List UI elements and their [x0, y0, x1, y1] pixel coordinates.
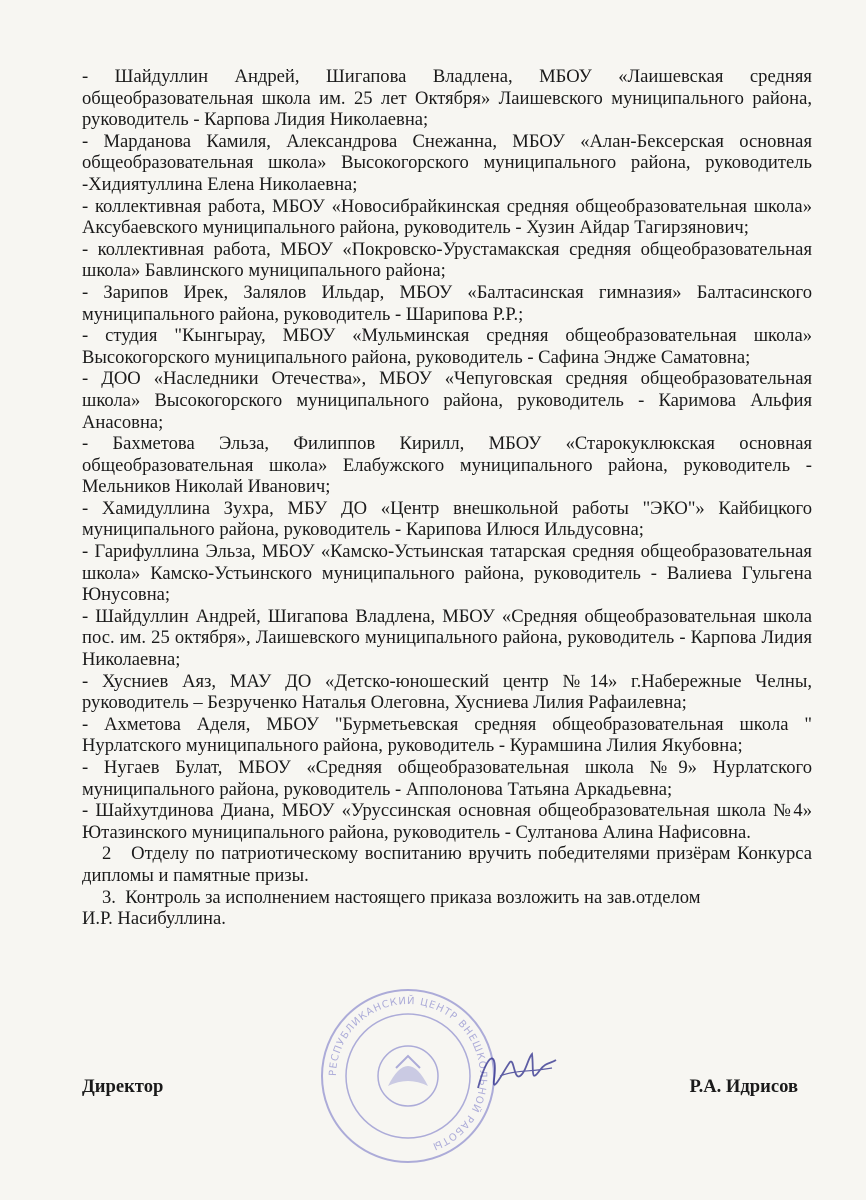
list-item: - Шайдуллин Андрей, Шигапова Владлена, МБОУ «Лаишевская средняя общеобразовательная школа им. 25 лет Октября» Лаишевского муниципального района, руководитель - Карпова Лидия Николаевна; — [82, 66, 812, 131]
list-item: - ДОО «Наследники Отечества», МБОУ «Чепуговская средняя общеобразовательная школа» Высокогорского муниципального района, руководитель - Каримова Альфия Анасовна; — [82, 368, 812, 433]
document-body — [82, 66, 812, 930]
list-item: - Ахметова Аделя, МБОУ "Бурметьевская средняя общеобразовательная школа " Нурлатского муниципального района, руководитель - Курамшина Лилия Якубовна; — [82, 713, 812, 757]
list-item: - студия "Кынгырау, МБОУ «Мульминская средняя общеобразовательная школа» Высокогорского муниципального района, руководитель - Сафина Эндже Саматовна; — [82, 325, 812, 368]
order-item-3-continued: И.Р. Насибуллина. — [82, 908, 226, 930]
list-item: - коллективная работа, МБОУ «Покровско-Урустамакская средняя общеобразовательная школа» Бавлинского муниципального района; — [82, 238, 812, 282]
list-item: - Хусниев Аяз, МАУ ДО «Детско-юношеский центр №14» г.Набережные Челны, руководитель – Безрученко Наталья Олеговна, Хусниева Лилия Рафаилевна; — [82, 670, 812, 714]
order-item-number: 3. — [102, 886, 116, 908]
list-item: - коллективная работа, МБОУ «Новосибрайкинская средняя общеобразовательная школа» Аксубаевского муниципального района, руководитель - Хузин Айдар Тагирзянович; — [82, 195, 812, 239]
list-item: - Марданова Камиля, Александрова Снежанна, МБОУ «Алан-Бексерская основная общеобразовательная школа» Высокогорского муниципального района, руководитель -Хидиятуллина Елена Николаевна; — [82, 130, 812, 195]
list-item: - Бахметова Эльза, Филиппов Кирилл, МБОУ «Старокуклюкская основная общеобразовательная школа» Елабужского муниципального района, руководитель - Мельников Николай Иванович; — [82, 433, 812, 498]
list-item: - Хамидуллина Зухра, МБУ ДО «Центр внешкольной работы "ЭКО"» Кайбицкого муниципального района, руководитель - Карипова Илюся Ильдусовна; — [82, 497, 812, 541]
signatory-title: Директор — [82, 1076, 164, 1097]
list-item: - Нугаев Булат, МБОУ «Средняя общеобразовательная школа №9» Нурлатского муниципального района, руководитель - Апполонова Татьяна Аркадьевна; — [82, 757, 812, 800]
order-item-2 — [82, 843, 812, 886]
order-item-number: 2 — [102, 843, 112, 865]
list-item: - Гарифуллина Эльза, МБОУ «Камско-Устьинская татарская средняя общеобразовательная школа» Камско-Устьинского муниципального района, руководитель - Валиева Гульгена Юнусовна; — [82, 541, 812, 606]
stamp-text: РЕСПУБЛИКАНСКИЙ ЦЕНТР ВНЕШКОЛЬНОЙ РАБОТЫ — [327, 995, 489, 1152]
order-item-text: Контроль за исполнением настоящего приказа возложить на зав.отделом — [125, 886, 701, 908]
signatory-name: Р.А. Идрисов — [689, 1076, 798, 1097]
order-item-3 — [82, 887, 812, 909]
order-item-text: Отделу по патриотическому воспитанию вручить победителями призёрам Конкурса дипломы и памятные призы. — [82, 843, 812, 886]
list-item: - Шайхутдинова Диана, МБОУ «Уруссинская основная общеобразовательная школа №4» Ютазинского муниципального района, руководитель - Султанова Алина Нафисовна. — [82, 800, 812, 843]
signature-block — [82, 1076, 798, 1098]
list-item: - Зарипов Ирек, Залялов Ильдар, МБОУ «Балтасинская гимназия» Балтасинского муниципального района, руководитель - Шарипова Р.Р.; — [82, 281, 812, 325]
list-item: - Шайдуллин Андрей, Шигапова Владлена, МБОУ «Средняя общеобразовательная школа пос. им. 25 октября», Лаишевского муниципального района, руководитель - Карпова Лидия Николаевна; — [82, 605, 812, 671]
